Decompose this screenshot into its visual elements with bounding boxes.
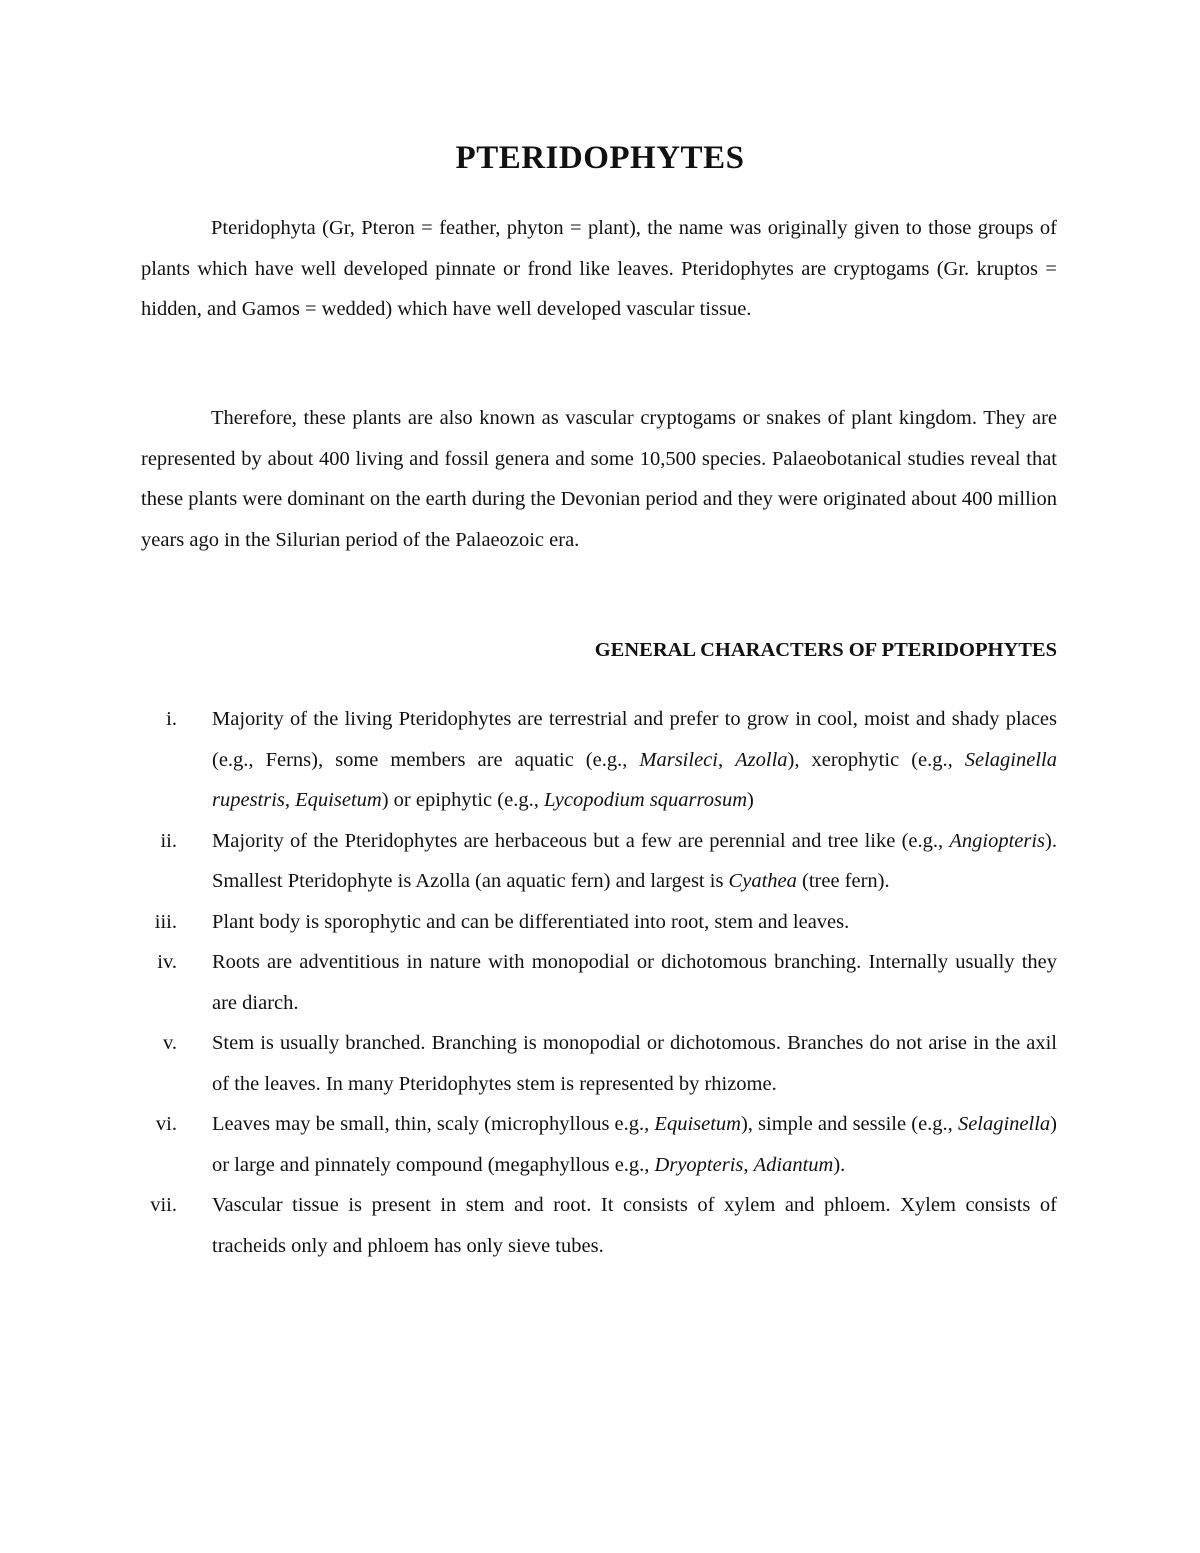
item-text: (tree fern).: [796, 870, 890, 892]
item-text: ,: [743, 1153, 754, 1176]
list-numeral: ii.: [160, 829, 177, 852]
list-item: [141, 1023, 1057, 1104]
species-name: Dryopteris: [654, 1153, 744, 1176]
item-text: ). Smallest Pteridophyte is Azolla (an aquatic fern) and largest is: [212, 829, 1057, 892]
list-item: [141, 1104, 1057, 1185]
item-text: Roots are adventitious in nature with monopodial or dichotomous branching. Internally usually they are diarch.: [212, 951, 1057, 1014]
species-name: Angiopteris: [949, 829, 1046, 852]
species-name: Azolla: [735, 748, 788, 771]
species-name: Selaginella: [957, 1113, 1051, 1135]
characters-list: [141, 699, 1057, 1266]
list-item: [141, 699, 1057, 821]
item-text: ): [747, 789, 754, 811]
species-name: Adiantum: [753, 1153, 834, 1176]
species-name: Cyathea: [728, 870, 797, 892]
item-text: ), simple and sessile (e.g.,: [740, 1113, 958, 1135]
species-name: Equisetum: [654, 1113, 741, 1135]
list-numeral: vii.: [150, 1194, 177, 1216]
item-text: Majority of the Pteridophytes are herbaceous but a few are perennial and tree like (e.g.,: [212, 829, 950, 852]
species-name: Equisetum: [295, 789, 382, 811]
item-text: ), xerophytic (e.g.,: [787, 748, 965, 771]
item-text: ) or large and pinnately compound (megaphyllous e.g.,: [212, 1113, 1057, 1176]
list-numeral: iii.: [154, 910, 177, 933]
intro-paragraph-1: Pteridophyta (Gr, Pteron = feather, phyton = plant), the name was originally given to those groups of plants which have well developed pinnate or frond like leaves. Pteridophytes are cryptogams (Gr. kruptos = hidden, and Gamos = wedded) which have well developed vascular tissue.: [141, 217, 1057, 320]
item-text: Stem is usually branched. Branching is monopodial or dichotomous. Branches do not arise in the axil of the leaves. In many Pteridophytes stem is represented by rhizome.: [212, 1032, 1057, 1095]
item-text: Majority of the living Pteridophytes are terrestrial and prefer to grow in cool, moist and shady places (e.g., Ferns), some members are aquatic (e.g.,: [212, 708, 1057, 771]
item-text: ,: [717, 748, 736, 771]
item-text: ,: [284, 789, 296, 811]
species-name: Marsileci: [639, 748, 718, 771]
list-numeral: iv.: [157, 951, 177, 973]
species-name: Lycopodium squarrosum: [543, 789, 748, 811]
list-item: [141, 942, 1057, 1023]
item-text: Vascular tissue is present in stem and root. It consists of xylem and phloem. Xylem consists of tracheids only and phloem has only sieve tubes.: [212, 1194, 1057, 1257]
item-text: ) or epiphytic (e.g.,: [381, 789, 544, 811]
section-heading: GENERAL CHARACTERS OF PTERIDOPHYTES: [594, 639, 1057, 661]
item-text: Leaves may be small, thin, scaly (microphyllous e.g.,: [212, 1113, 655, 1135]
list-item: [141, 902, 1057, 943]
intro-paragraph-2: Therefore, these plants are also known as vascular cryptogams or snakes of plant kingdom. They are represented by about 400 living and fossil genera and some 10,500 species. Palaeobotanical studies reveal that these plants were dominant on the earth during the Devonian period and they were originated about 400 million years ago in the Silurian period of the Palaeozoic era.: [141, 407, 1057, 551]
list-numeral: vi.: [155, 1113, 177, 1135]
item-text: Plant body is sporophytic and can be differentiated into root, stem and leaves.: [212, 910, 850, 933]
list-item: [141, 821, 1057, 902]
list-numeral: v.: [162, 1032, 177, 1054]
item-text: ).: [833, 1153, 846, 1176]
species-name: Selaginella rupestris: [212, 748, 1057, 811]
list-item: [141, 1185, 1057, 1266]
page-title: PTERIDOPHYTES: [455, 140, 745, 176]
list-numeral: i.: [166, 708, 177, 730]
